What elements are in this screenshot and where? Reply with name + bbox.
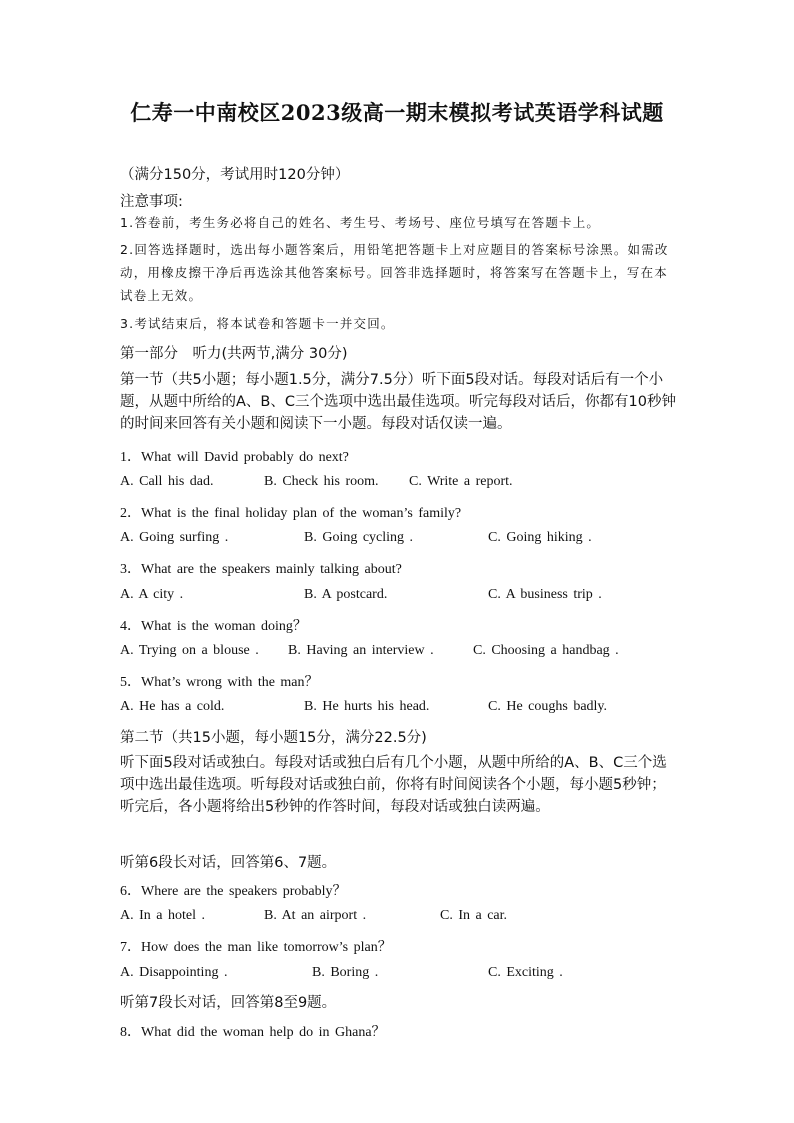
q6-option-c: C. In a car. bbox=[440, 908, 508, 923]
q3-option-a: A. A city . bbox=[120, 587, 184, 602]
q2-option-a: A. Going surfing . bbox=[120, 530, 229, 545]
section2-instructions: 听下面5段对话或独白。每段对话或独白后有几个小题，从题中所给的A、B、C三个选项中选出最佳选项。听每段对话或独白前，你将有时间阅读各个小题，每小题5秒钟；听完后，各小题将给出5秒钟的作答时间，每段对话或独白读两遍。 bbox=[120, 755, 667, 815]
q5-option-c: C. He coughs badly. bbox=[488, 699, 608, 714]
notes-item-2: 2.回答选择题时，选出每小题答案后，用铅笔把答题卡上对应题目的答案标号涂黑。如需改动，用橡皮擦干净后再选涂其他答案标号。回答非选择题时，将答案写在答题卡上，写在本试卷上无效。 bbox=[120, 242, 669, 303]
q7-option-a: A. Disappointing . bbox=[120, 965, 228, 980]
part1-heading: 第一部分 听力(共两节,满分 30分) bbox=[120, 346, 348, 362]
q3-option-b: B. A postcard. bbox=[304, 587, 388, 602]
q5-option-a: A. He has a cold. bbox=[120, 699, 225, 714]
question-3: 3．What are the speakers mainly talking about? bbox=[120, 562, 402, 577]
question-5: 5．What’s wrong with the man？ bbox=[120, 675, 319, 690]
q4-option-b: B. Having an interview . bbox=[288, 643, 434, 658]
section2-heading: 第二节（共15小题，每小题15分，满分22.5分) bbox=[120, 730, 427, 746]
q2-option-b: B. Going cycling . bbox=[304, 530, 414, 545]
q5-option-b: B. He hurts his head. bbox=[304, 699, 430, 714]
q6-option-b: B. At an airport . bbox=[264, 908, 367, 923]
notes-item-3: 3.考试结束后，将本试卷和答题卡一并交回。 bbox=[120, 316, 395, 331]
text6-intro: 听第6段长对话，回答第6、7题。 bbox=[120, 855, 337, 871]
page-title: 仁寿一中南校区2023级高一期末模拟考试英语学科试题 bbox=[130, 100, 664, 125]
q1-option-a: A. Call his dad. bbox=[120, 474, 214, 489]
notes-item-1: 1.答卷前，考生务必将自己的姓名、考生号、考场号、座位号填写在答题卡上。 bbox=[120, 215, 601, 230]
q4-option-c: C. Choosing a handbag . bbox=[473, 643, 619, 658]
q7-option-c: C. Exciting . bbox=[488, 965, 563, 980]
question-4: 4．What is the woman doing？ bbox=[120, 619, 307, 634]
question-8: 8．What did the woman help do in Ghana？ bbox=[120, 1025, 386, 1040]
text7-intro: 听第7段长对话，回答第8至9题。 bbox=[120, 995, 337, 1011]
q2-option-c: C. Going hiking . bbox=[488, 530, 592, 545]
q4-option-a: A. Trying on a blouse . bbox=[120, 643, 259, 658]
q6-option-a: A. In a hotel . bbox=[120, 908, 205, 923]
question-2: 2．What is the final holiday plan of the woman’s family? bbox=[120, 506, 462, 521]
question-6: 6．Where are the speakers probably？ bbox=[120, 884, 347, 899]
q1-option-c: C. Write a report. bbox=[409, 474, 513, 489]
q3-option-c: C. A business trip . bbox=[488, 587, 602, 602]
section1-instructions: 第一节（共5小题；每小题1.5分，满分7.5分）听下面5段对话。每段对话后有一个小题，从题中所给的A、B、C三个选项中选出最佳选项。听完每段对话后，你都有10秒钟的时间来回答有关小题和阅读下一小题。每段对话仅读一遍。 bbox=[120, 372, 676, 432]
exam-info: （满分150分，考试用时120分钟） bbox=[120, 167, 350, 183]
q7-option-b: B. Boring . bbox=[312, 965, 379, 980]
question-1: 1．What will David probably do next? bbox=[120, 450, 349, 465]
notes-heading: 注意事项: bbox=[120, 194, 183, 210]
q1-option-b: B. Check his room. bbox=[264, 474, 379, 489]
question-7: 7．How does the man like tomorrow’s plan？ bbox=[120, 940, 392, 955]
